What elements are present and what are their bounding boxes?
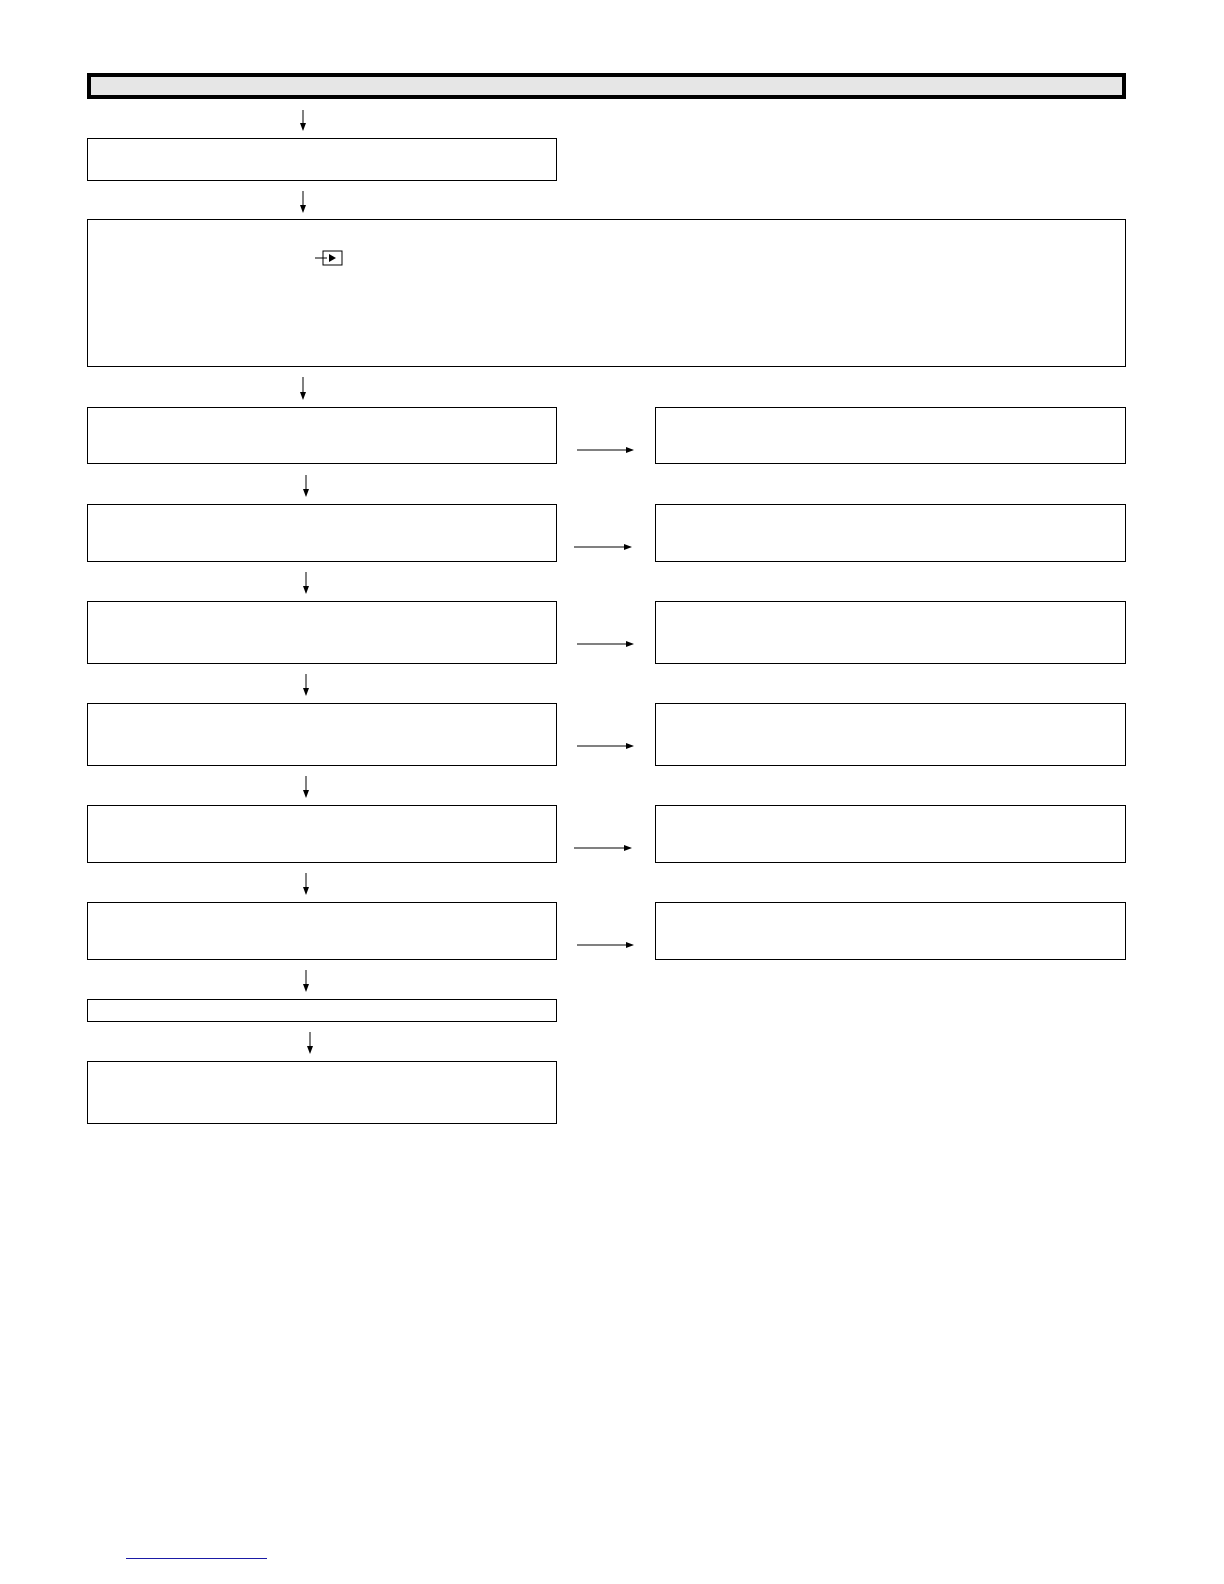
footer-link-underline[interactable] bbox=[126, 1558, 267, 1559]
